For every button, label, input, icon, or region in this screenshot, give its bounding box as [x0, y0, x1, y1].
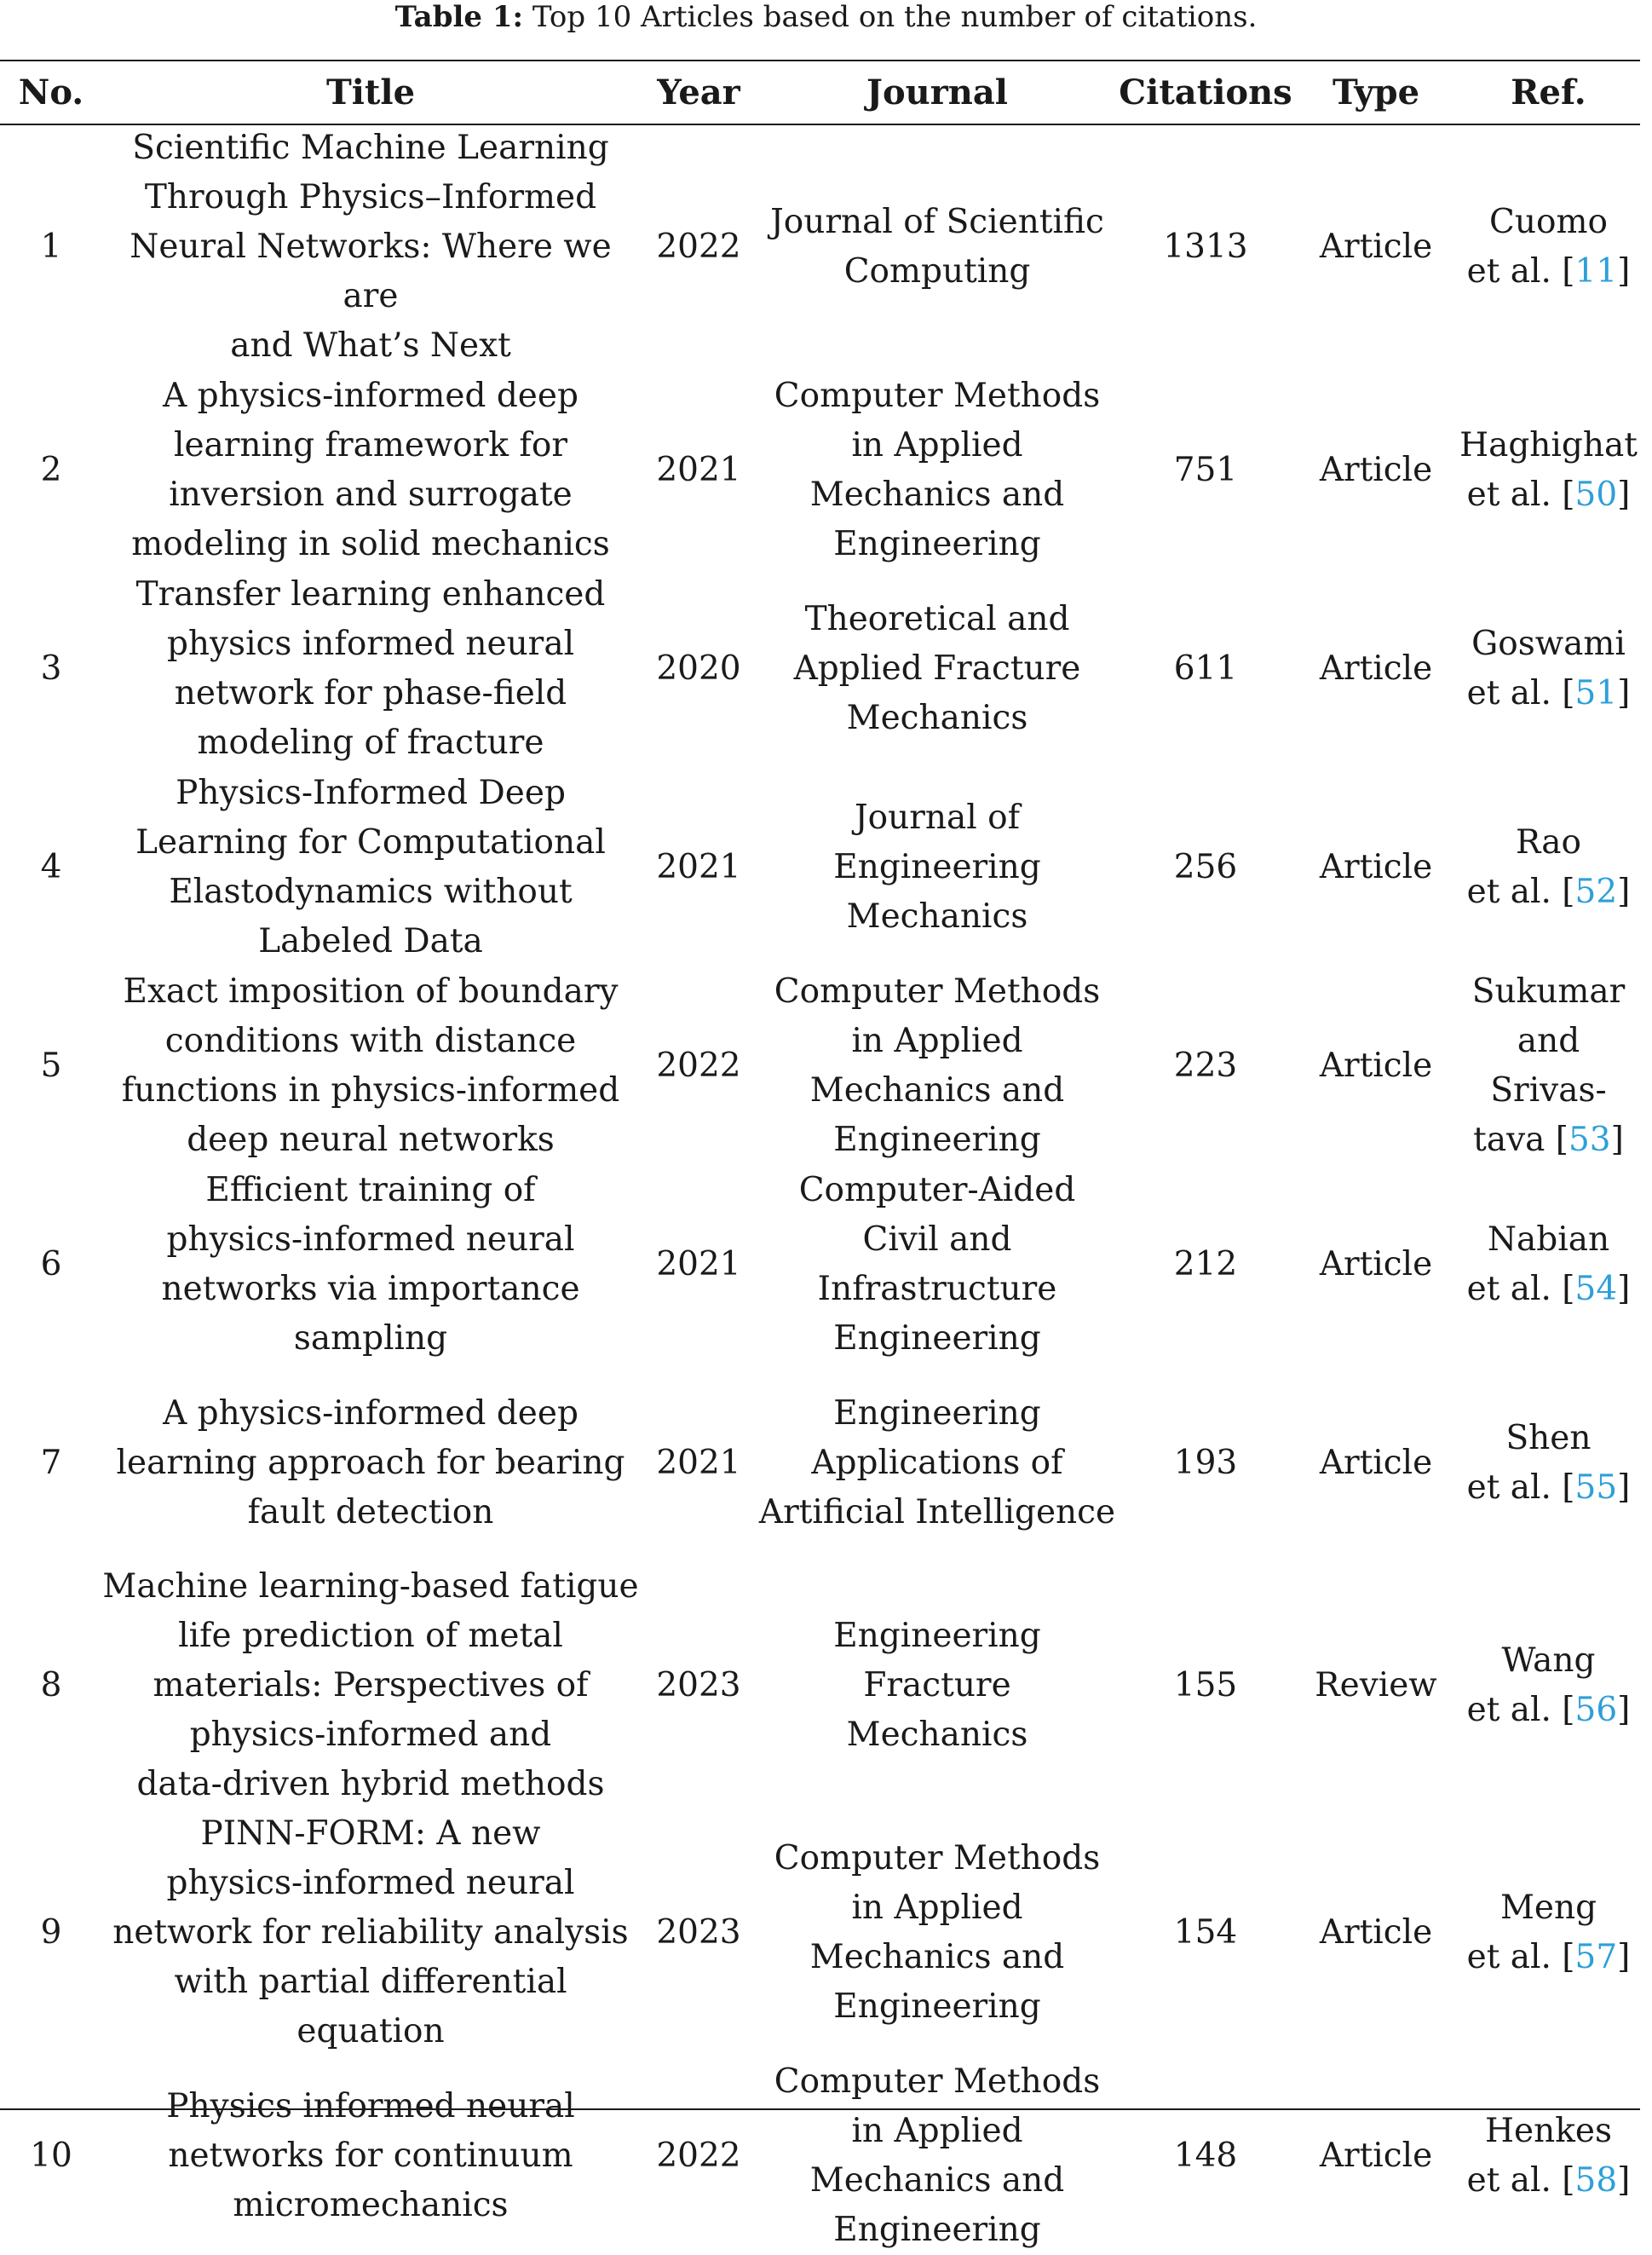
cell-ref: [1457, 768, 1640, 966]
cell-title: [102, 124, 639, 371]
cell-year: 2022: [656, 2136, 741, 2175]
cell-no: 1: [40, 228, 62, 266]
cell-title-line: Exact imposition of boundary: [123, 972, 619, 1011]
cell-ref: [1457, 1809, 1640, 2056]
cell-no: 3: [40, 649, 62, 688]
cell-title-line: deep neural networks: [187, 1120, 555, 1159]
cell-title-line: Neural Networks: Where we are: [130, 228, 612, 315]
header-row: [0, 61, 1640, 124]
cell-title-line: A physics-informed deep: [163, 1393, 578, 1433]
cell-ref: [1457, 1562, 1640, 1809]
cell-title-line: materials: Perspectives of: [153, 1666, 589, 1704]
cell-journal-line: Engineering: [833, 1987, 1041, 2026]
ref-author-line: Cuomo: [1489, 203, 1608, 241]
cell-title-line: inversion and surrogate: [169, 475, 573, 514]
cell-citations: 1313: [1163, 228, 1248, 266]
reference-link[interactable]: 56: [1574, 1691, 1618, 1729]
cell-journal-line: in Applied: [851, 425, 1023, 464]
cell-journal: [758, 1809, 1116, 2056]
cell-year: 2021: [656, 847, 741, 886]
header-type: Type: [1332, 72, 1420, 112]
ref-suffix: ]: [1617, 252, 1631, 291]
cell-journal-line: Mechanics and: [809, 2160, 1065, 2200]
ref-author-line: Srivas-: [1490, 1070, 1607, 1110]
table-row: [0, 1165, 1640, 1364]
cell-type: Article: [1319, 1244, 1433, 1283]
ref-citation-line: [1457, 247, 1640, 297]
ref-suffix: ]: [1610, 1120, 1624, 1159]
cell-journal-line: Infrastructure: [817, 1269, 1057, 1308]
cell-citations: 223: [1173, 1046, 1238, 1085]
table-body: [0, 124, 1640, 2255]
ref-author-line: Sukumar: [1471, 972, 1626, 1011]
cell-title-line: sampling: [293, 1318, 448, 1358]
cell-journal-line: Engineering: [833, 1393, 1041, 1433]
cell-citations: 256: [1173, 847, 1238, 886]
cell-title: [102, 1809, 639, 2056]
table-row: [0, 768, 1640, 966]
cell-title-line: physics-informed neural: [166, 1864, 575, 1902]
cell-ref: [1457, 1165, 1640, 1364]
cell-no: 8: [40, 1666, 62, 1704]
cell-journal-line: Mechanics: [846, 1716, 1028, 1754]
cell-year: 2022: [656, 228, 741, 266]
cell-type: Article: [1319, 450, 1433, 489]
header-journal: Journal: [866, 72, 1008, 112]
cell-title-line: life prediction of metal: [178, 1617, 563, 1655]
cell-title-line: PINN-FORM: A new: [200, 1814, 541, 1853]
cell-journal-line: Journal of Scientific: [770, 203, 1104, 241]
cell-journal-line: Mechanics: [846, 698, 1028, 737]
cell-title-line: fault detection: [247, 1492, 494, 1531]
ref-citation-line: [1457, 1265, 1640, 1314]
cell-title-line: Learning for Computational: [135, 822, 606, 862]
table-row: [0, 2056, 1640, 2255]
cell-title-line: network for reliability analysis: [112, 1913, 629, 1952]
cell-year: 2020: [656, 649, 741, 688]
ref-suffix: ]: [1617, 673, 1631, 712]
header-ref: Ref.: [1511, 72, 1586, 112]
table-row: [0, 1809, 1640, 2056]
cell-title-line: Efficient training of: [205, 1170, 536, 1209]
table-row: [0, 1364, 1640, 1562]
cell-title: [102, 569, 639, 768]
ref-suffix: ]: [1617, 1691, 1631, 1729]
cell-citations: 154: [1173, 1913, 1238, 1952]
cell-journal-line: Applied Fracture: [793, 649, 1081, 688]
cell-title: [102, 2056, 639, 2255]
cell-year: 2023: [656, 1666, 741, 1704]
ref-prefix: et al. [: [1466, 872, 1575, 911]
cell-title-line: Physics-Informed Deep: [176, 773, 566, 812]
cell-citations: 751: [1173, 450, 1238, 489]
reference-link[interactable]: 54: [1574, 1269, 1618, 1308]
cell-title-line: Scientific Machine Learning: [132, 129, 609, 167]
header-no: No.: [18, 72, 84, 112]
cell-year: 2023: [656, 1913, 741, 1952]
cell-citations: 193: [1173, 1443, 1238, 1482]
cell-title-line: networks via importance: [161, 1269, 580, 1308]
ref-suffix: ]: [1617, 1269, 1631, 1308]
ref-suffix: ]: [1617, 872, 1631, 911]
cell-title-line: Physics informed neural: [166, 2086, 575, 2125]
ref-citation-line: [1457, 1463, 1640, 1513]
cell-year: 2022: [656, 1046, 741, 1085]
ref-prefix: et al. [: [1466, 1938, 1575, 1976]
cell-title-line: physics informed neural: [166, 624, 575, 663]
cell-citations: 148: [1173, 2136, 1238, 2175]
cell-journal: [758, 1165, 1116, 1364]
cell-journal-line: in Applied: [851, 1021, 1023, 1060]
cell-title: [102, 768, 639, 966]
table-row: [0, 371, 1640, 569]
ref-author-line: Shen: [1505, 1418, 1592, 1457]
table-row: [0, 966, 1640, 1165]
ref-author-line: Goswami: [1471, 624, 1626, 663]
ref-prefix: et al. [: [1466, 2160, 1575, 2200]
cell-title-line: A physics-informed deep: [163, 376, 578, 415]
table-row: [0, 124, 1640, 371]
cell-title-line: physics-informed neural: [166, 1220, 575, 1259]
cell-title-line: micromechanics: [233, 2185, 509, 2224]
ref-citation-line: [1457, 470, 1640, 520]
cell-title-line: data-driven hybrid methods: [136, 1765, 605, 1803]
cell-journal-line: Computer Methods: [774, 972, 1101, 1011]
cell-journal: [758, 966, 1116, 1165]
reference-link[interactable]: 57: [1574, 1938, 1618, 1976]
cell-citations: 212: [1173, 1244, 1238, 1283]
ref-author-line: Henkes: [1485, 2111, 1612, 2150]
cell-citations: 155: [1173, 1666, 1238, 1704]
cell-no: 9: [40, 1913, 62, 1952]
ref-citation-line: [1457, 868, 1640, 917]
ref-suffix: ]: [1617, 475, 1631, 514]
ref-author-line: Rao: [1516, 822, 1581, 862]
cell-journal-line: Engineering: [833, 2210, 1041, 2249]
cell-journal-line: Computer Methods: [774, 2062, 1101, 2101]
cell-no: 5: [40, 1046, 62, 1085]
cell-type: Article: [1319, 1046, 1433, 1085]
ref-author-line: Wang: [1501, 1641, 1596, 1680]
cell-title: [102, 371, 639, 569]
header-year: Year: [657, 72, 740, 112]
cell-journal: [758, 569, 1116, 768]
reference-link[interactable]: 11: [1574, 252, 1618, 291]
cell-no: 4: [40, 847, 62, 886]
ref-citation-line: [1457, 1686, 1640, 1735]
cell-journal-line: Computer Methods: [774, 376, 1101, 415]
cell-title-line: conditions with distance: [164, 1021, 577, 1060]
cell-journal-line: Applications of: [811, 1443, 1063, 1482]
cell-title: [102, 1562, 639, 1809]
ref-citation-line: [1457, 1116, 1640, 1165]
cell-no: 10: [30, 2136, 72, 2175]
cell-citations: 611: [1173, 649, 1238, 688]
cell-ref: [1457, 371, 1640, 569]
header-citations: Citations: [1119, 72, 1292, 112]
cell-year: 2021: [656, 1443, 741, 1482]
reference-link[interactable]: 58: [1574, 2160, 1618, 2200]
cell-journal-line: Engineering: [833, 1318, 1041, 1358]
table-caption: [0, 0, 1652, 37]
ref-author-line: Haghighat: [1459, 425, 1638, 464]
cell-journal: [758, 2056, 1116, 2255]
cell-title-line: with partial differential equation: [174, 1963, 567, 2050]
cell-title-line: Machine learning-based fatigue: [102, 1567, 639, 1606]
table-row: [0, 1562, 1640, 1809]
reference-link[interactable]: 50: [1574, 475, 1618, 514]
ref-prefix: et al. [: [1466, 1691, 1575, 1729]
reference-link[interactable]: 53: [1568, 1120, 1611, 1159]
cell-journal-line: Mechanics and: [809, 1938, 1065, 1976]
ref-prefix: et al. [: [1466, 252, 1575, 291]
cell-journal: [758, 768, 1116, 966]
cell-journal: [758, 1562, 1116, 1809]
cell-type: Article: [1319, 228, 1433, 266]
citations-table: [0, 61, 1640, 2255]
cell-journal-line: in Applied: [851, 1889, 1023, 1927]
cell-journal-line: Theoretical and: [804, 599, 1070, 638]
cell-title-line: modeling of fracture: [197, 723, 544, 762]
cell-type: Article: [1319, 649, 1433, 688]
reference-link[interactable]: 55: [1574, 1468, 1618, 1507]
cell-title-line: physics-informed and: [189, 1716, 552, 1754]
cell-journal-line: Civil and: [862, 1220, 1012, 1259]
cell-title-line: Labeled Data: [258, 921, 483, 960]
cell-type: Article: [1319, 1913, 1433, 1952]
cell-journal-line: Engineering: [833, 847, 1041, 886]
ref-author-line: Nabian: [1487, 1220, 1610, 1259]
ref-prefix: et al. [: [1466, 475, 1575, 514]
cell-title-line: modeling in solid mechanics: [131, 524, 610, 563]
reference-link[interactable]: 51: [1574, 673, 1618, 712]
caption-text: Top 10 Articles based on the number of citations.: [532, 0, 1258, 34]
cell-journal-line: Computing: [843, 252, 1031, 291]
cell-journal-line: Engineering Fracture: [833, 1617, 1041, 1704]
cell-type: Review: [1315, 1666, 1437, 1704]
cell-title-line: functions in physics-informed: [121, 1070, 620, 1110]
ref-citation-line: [1457, 2156, 1640, 2206]
cell-no: 7: [40, 1443, 62, 1482]
cell-journal-line: Mechanics and: [809, 1070, 1065, 1110]
cell-journal: [758, 371, 1116, 569]
cell-no: 6: [40, 1244, 62, 1283]
ref-suffix: ]: [1617, 1938, 1631, 1976]
cell-title-line: and What’s Next: [230, 326, 511, 365]
cell-journal-line: Journal of: [854, 798, 1021, 837]
cell-journal-line: Engineering: [833, 1120, 1041, 1159]
ref-author-line: Meng: [1499, 1889, 1597, 1927]
cell-ref: [1457, 966, 1640, 1165]
cell-title-line: Transfer learning enhanced: [135, 574, 606, 614]
cell-journal-line: Computer-Aided: [798, 1170, 1076, 1209]
cell-title: [102, 966, 639, 1165]
cell-year: 2021: [656, 450, 741, 489]
cell-title-line: Through Physics–Informed: [144, 178, 597, 216]
cell-type: Article: [1319, 2136, 1433, 2175]
ref-prefix: et al. [: [1466, 673, 1575, 712]
ref-prefix: et al. [: [1466, 1269, 1575, 1308]
cell-title: [102, 1165, 639, 1364]
ref-prefix: et al. [: [1466, 1468, 1575, 1507]
ref-citation-line: [1457, 1933, 1640, 1982]
cell-journal-line: Computer Methods: [774, 1839, 1101, 1877]
cell-title-line: network for phase-field: [174, 673, 567, 712]
table-row: [0, 569, 1640, 768]
cell-journal: [758, 1364, 1116, 1562]
caption-label: Table 1:: [394, 0, 524, 34]
cell-journal-line: Mechanics: [846, 897, 1028, 936]
cell-journal-line: in Applied: [851, 2111, 1023, 2150]
cell-year: 2021: [656, 1244, 741, 1283]
cell-ref: [1457, 569, 1640, 768]
header-title: Title: [325, 72, 416, 112]
cell-journal-line: Mechanics and: [809, 475, 1065, 514]
ref-suffix: ]: [1617, 2160, 1631, 2200]
ref-prefix: tava [: [1473, 1120, 1569, 1159]
cell-type: Article: [1319, 1443, 1433, 1482]
cell-ref: [1457, 124, 1640, 371]
ref-author-line: and: [1517, 1021, 1580, 1060]
cell-ref: [1457, 2056, 1640, 2255]
cell-title-line: learning framework for: [173, 425, 567, 464]
ref-suffix: ]: [1617, 1468, 1631, 1507]
cell-title: [102, 1364, 639, 1562]
cell-type: Article: [1319, 847, 1433, 886]
cell-title-line: learning approach for bearing: [116, 1443, 625, 1482]
cell-title-line: Elastodynamics without: [169, 872, 573, 911]
cell-journal-line: Engineering: [833, 524, 1041, 563]
reference-link[interactable]: 52: [1574, 872, 1618, 911]
cell-title-line: networks for continuum: [168, 2136, 573, 2175]
cell-journal: [758, 124, 1116, 371]
ref-citation-line: [1457, 669, 1640, 718]
cell-journal-line: Artificial Intelligence: [758, 1492, 1116, 1531]
cell-ref: [1457, 1364, 1640, 1562]
cell-no: 2: [40, 450, 62, 489]
